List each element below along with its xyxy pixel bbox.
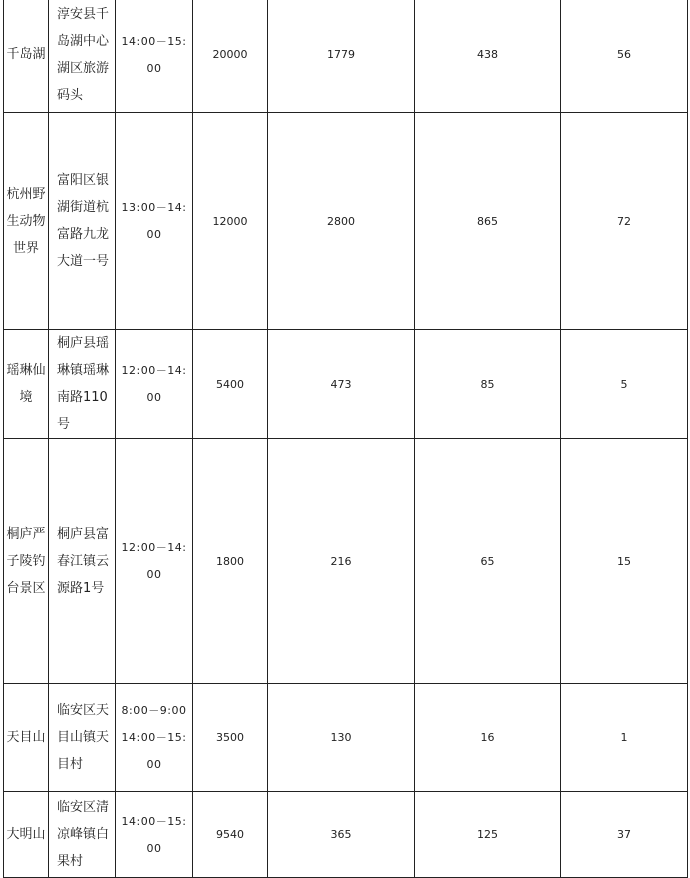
value-cell: 130 [268,684,415,792]
table-row [4,792,688,878]
address-cell: 临安区清凉峰镇白果村 [49,792,116,878]
time-cell [116,330,193,439]
table-row [4,0,688,113]
table-row [4,330,688,439]
address-cell: 富阳区银湖街道杭富路九龙大道一号 [49,113,116,330]
time-cell [116,439,193,684]
table-row [4,684,688,792]
table-row [4,439,688,684]
value-cell: 365 [268,792,415,878]
value-cell: 216 [268,439,415,684]
value-cell: 15 [561,439,688,684]
address-cell: 桐庐县富春江镇云源路1号 [49,439,116,684]
time-cell [116,0,193,113]
scenic-spot-table [3,0,688,878]
capacity-cell: 1800 [193,439,268,684]
value-cell: 1 [561,684,688,792]
spot-name-cell: 杭州野生动物世界 [4,113,49,330]
value-cell: 16 [415,684,561,792]
value-cell: 85 [415,330,561,439]
value-cell: 2800 [268,113,415,330]
spot-name-cell: 瑶琳仙境 [4,330,49,439]
time-cell [116,684,193,792]
capacity-cell: 12000 [193,113,268,330]
value-cell: 865 [415,113,561,330]
value-cell: 56 [561,0,688,113]
address-cell: 临安区天目山镇天目村 [49,684,116,792]
time-slot: 12:00－14:00 [121,364,187,404]
time-slot: 8:00－9:00 [121,704,187,717]
spot-name-cell: 千岛湖 [4,0,49,113]
spot-name-cell: 大明山 [4,792,49,878]
address-cell: 淳安县千岛湖中心湖区旅游码头 [49,0,116,113]
time-slot: 14:00－15:00 [121,34,187,75]
value-cell: 438 [415,0,561,113]
spot-name-cell: 桐庐严子陵钓台景区 [4,439,49,684]
value-cell: 65 [415,439,561,684]
time-slot: 14:00－15:00 [121,814,187,855]
time-slot: 14:00－15:00 [121,731,187,771]
time-cell [116,792,193,878]
address-cell: 桐庐县瑶琳镇瑶琳南路110号 [49,330,116,439]
value-cell: 1779 [268,0,415,113]
time-slot: 12:00－14:00 [121,541,187,581]
capacity-cell: 3500 [193,684,268,792]
value-cell: 473 [268,330,415,439]
capacity-cell: 20000 [193,0,268,113]
value-cell: 72 [561,113,688,330]
value-cell: 37 [561,792,688,878]
capacity-cell: 5400 [193,330,268,439]
table-row [4,113,688,330]
time-slot: 13:00－14:00 [121,201,187,241]
spot-name-cell: 天目山 [4,684,49,792]
capacity-cell: 9540 [193,792,268,878]
value-cell: 5 [561,330,688,439]
time-cell [116,113,193,330]
value-cell: 125 [415,792,561,878]
